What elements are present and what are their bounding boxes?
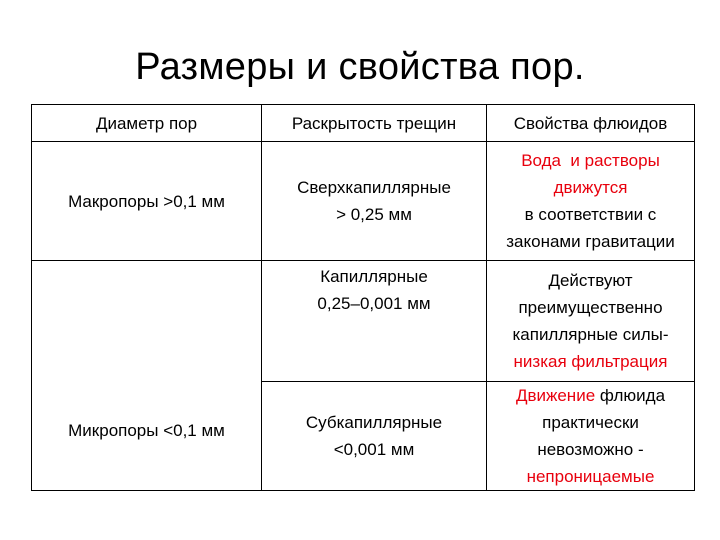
cell-word-red: Движение: [515, 386, 596, 405]
cell-word: флюида: [595, 386, 666, 405]
cell-line: практически: [542, 413, 639, 432]
table-row-macropores: [32, 142, 695, 261]
cell-line: <0,001 мм: [333, 440, 415, 459]
cell-line: Сверхкапиллярные: [297, 178, 451, 197]
table-header-row: [32, 105, 695, 142]
header-pore-diameter: Диаметр пор: [32, 105, 262, 142]
cell-line: низкая фильтрация: [513, 352, 668, 371]
cell-supercapillary-opening: [262, 142, 487, 261]
cell-line: Вода и растворы: [521, 151, 660, 170]
cell-line: капиллярные силы-: [512, 325, 669, 344]
cell-subcapillary-opening: [262, 382, 487, 491]
cell-line: 0,25–0,001 мм: [317, 294, 431, 313]
cell-line: непроницаемые: [526, 467, 655, 486]
cell-line: Субкапиллярные: [305, 413, 443, 432]
cell-supercapillary-fluid: [487, 142, 695, 261]
cell-macropores-diameter: Макропоры >0,1 мм: [32, 142, 262, 261]
cell-capillary-fluid: [487, 261, 695, 382]
cell-line: невозможно -: [537, 440, 644, 459]
pore-properties-table: [31, 104, 695, 491]
cell-line: законами гравитации: [506, 232, 675, 251]
cell-line: движутся: [553, 178, 628, 197]
cell-micropores-diameter: Микропоры <0,1 мм: [32, 261, 262, 491]
cell-subcapillary-fluid: [487, 382, 695, 491]
cell-line: Действуют: [548, 271, 633, 290]
cell-line: > 0,25 мм: [336, 205, 412, 224]
cell-line: [491, 382, 690, 409]
cell-line: преимущественно: [518, 298, 663, 317]
cell-line: Капиллярные: [320, 267, 428, 286]
cell-line: в соответствии с: [524, 205, 657, 224]
page-title: Размеры и свойства пор.: [135, 46, 585, 88]
header-fracture-opening: Раскрытость трещин: [262, 105, 487, 142]
header-fluid-properties: Свойства флюидов: [487, 105, 695, 142]
table-row-capillary: [32, 261, 695, 382]
cell-capillary-opening: [262, 261, 487, 382]
